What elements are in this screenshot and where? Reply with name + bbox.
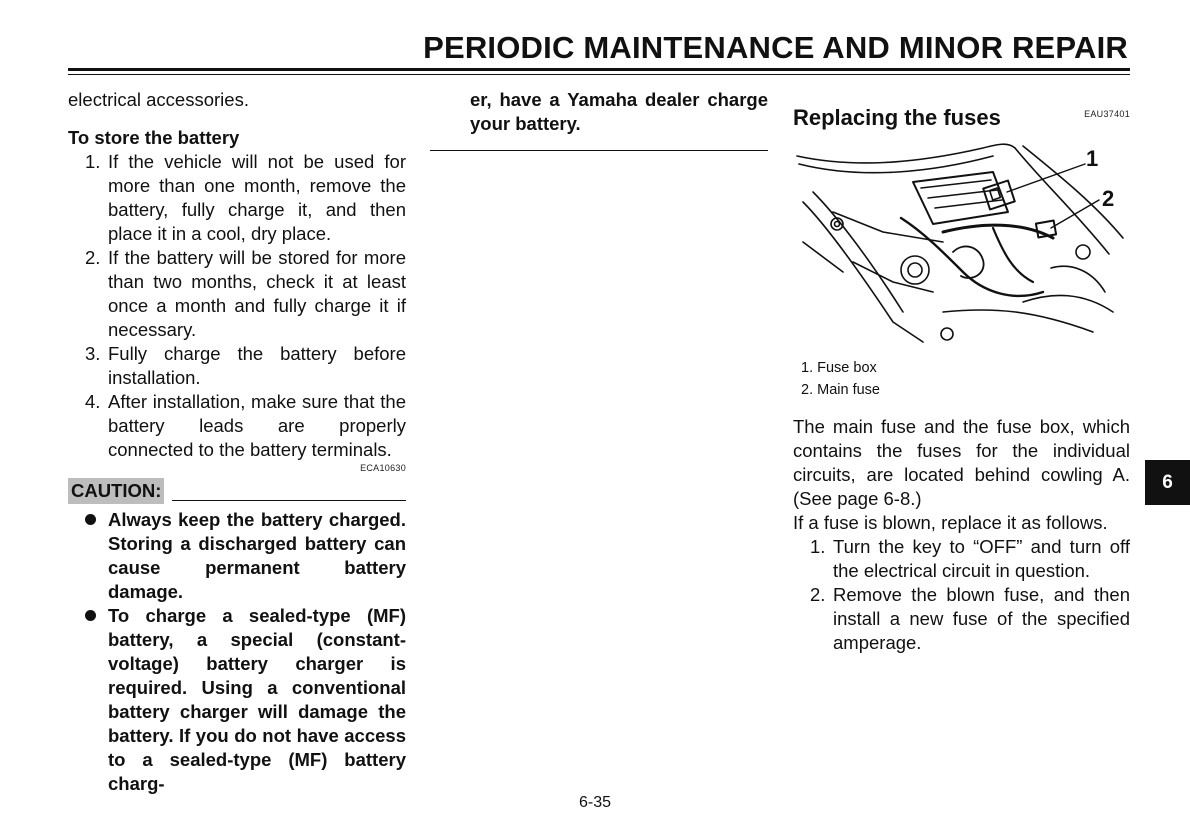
caption-fuse-box: 1. Fuse box [801, 360, 877, 376]
bullet-icon [85, 610, 96, 621]
column-left [68, 88, 406, 796]
fuse-steps-list [793, 535, 1130, 655]
caption-main-fuse: 2. Main fuse [801, 382, 880, 398]
step-text: Remove the blown fuse, and then install a new fuse of the specified amperage. [833, 584, 1130, 653]
intro-text: electrical accessories. [68, 89, 249, 110]
caution-end-rule [430, 150, 768, 151]
section-head [793, 104, 1130, 132]
step-number: 1. [810, 536, 826, 557]
bullet-text: Always keep the battery charged. Storing a discharged battery can cause permanent battery damage. [108, 509, 406, 602]
fuse-replace-intro: If a fuse is blown, replace it as follows. [793, 512, 1108, 533]
bullet-text: To charge a sealed-type (MF) battery, a special (constant-voltage) battery charger is required. Using a conventional battery charger will damage the battery. If you do not have access to a sealed-type (MF) battery charg- [108, 605, 406, 794]
step-text: After installation, make sure that the battery leads are properly connected to the battery terminals. [108, 391, 406, 460]
list-item [68, 604, 406, 796]
caution-continued-wrap [430, 88, 768, 136]
caution-code: ECA10630 [360, 463, 406, 473]
fuse-location-illustration [793, 142, 1130, 347]
header-rule-thick [68, 68, 1130, 71]
bullet-icon [85, 514, 96, 525]
page-number: 6-35 [578, 794, 612, 811]
page-header-title: PERIODIC MAINTENANCE AND MINOR REPAIR [423, 30, 1128, 65]
list-item [68, 508, 406, 604]
step-number: 4. [85, 391, 101, 412]
section-title: Replacing the fuses [793, 105, 1001, 130]
step-number: 1. [85, 151, 101, 172]
caution-label: CAUTION: [68, 478, 164, 504]
list-item [68, 246, 406, 342]
caution-header [68, 478, 406, 504]
section-code: EAU37401 [1084, 109, 1130, 119]
list-item [793, 583, 1130, 655]
figure-caption [793, 357, 1130, 401]
column-right [793, 88, 1130, 655]
step-text: If the battery will be stored for more than two months, check it at least once a month and fully charge it if necessary. [108, 247, 406, 340]
list-item [68, 390, 406, 462]
caution-bullets [68, 508, 406, 796]
list-item [793, 535, 1130, 583]
chapter-tab: 6 [1145, 460, 1190, 505]
list-item [68, 150, 406, 246]
figure-label-2: 2 [1102, 186, 1115, 211]
caution-rule [172, 500, 406, 501]
column-middle [430, 88, 768, 151]
step-text: If the vehicle will not be used for more than one month, remove the battery, fully charge it, and then place it in a cool, dry place. [108, 151, 406, 244]
list-item [68, 342, 406, 390]
fuse-location-paragraph: The main fuse and the fuse box, which contains the fuses for the individual circuits, are located behind cowling A. (See page 6-8.) [793, 416, 1130, 509]
step-number: 2. [85, 247, 101, 268]
step-text: Fully charge the battery before installation. [108, 343, 406, 388]
caution-continued-text: er, have a Yamaha dealer charge your battery. [470, 89, 768, 134]
figure-label-1: 1 [1086, 146, 1099, 171]
store-battery-heading: To store the battery [68, 127, 240, 148]
header-rule-thin [68, 74, 1130, 75]
step-number: 3. [85, 343, 101, 364]
step-text: Turn the key to “OFF” and turn off the electrical circuit in question. [833, 536, 1130, 581]
store-steps-list [68, 150, 406, 462]
step-number: 2. [810, 584, 826, 605]
